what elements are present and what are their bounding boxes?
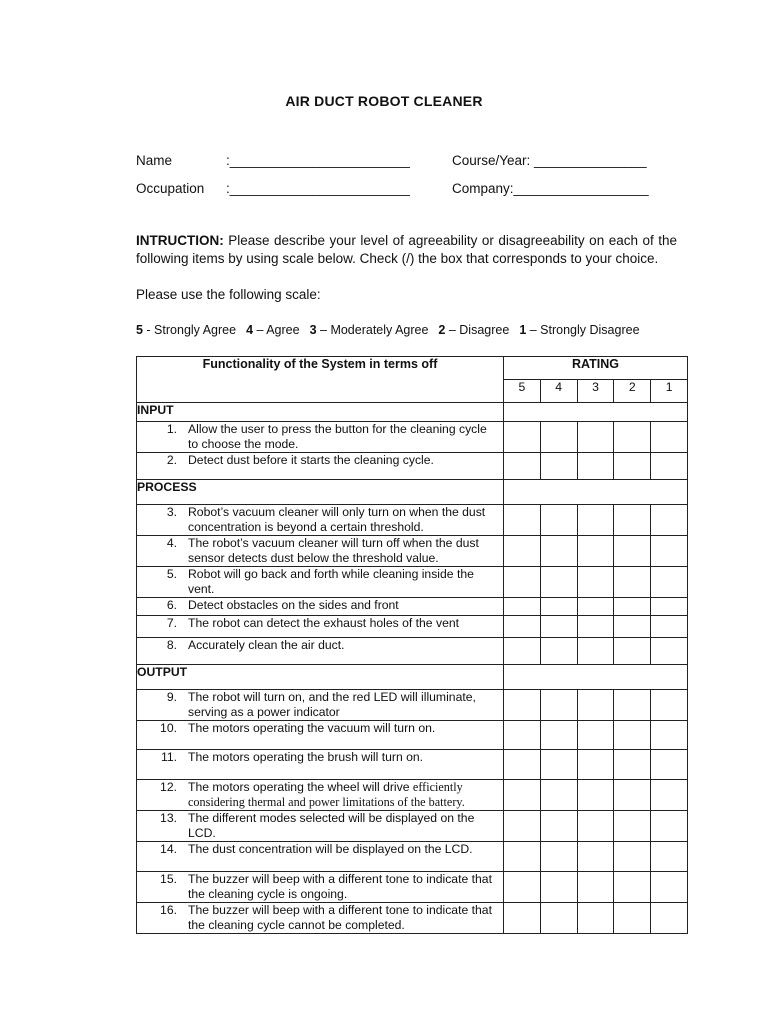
rating-checkbox-5[interactable] bbox=[504, 598, 541, 616]
scale-text: - Strongly Agree bbox=[142, 323, 237, 337]
table-row bbox=[137, 638, 688, 665]
rating-col-5: 5 bbox=[504, 380, 541, 403]
rating-checkbox-5[interactable] bbox=[504, 536, 541, 567]
item-number: 9. bbox=[166, 690, 177, 704]
rating-checkbox-1[interactable] bbox=[651, 453, 688, 480]
rating-checkbox-3[interactable] bbox=[577, 616, 614, 638]
item-number: 2. bbox=[166, 453, 177, 467]
rating-checkbox-3[interactable] bbox=[577, 721, 614, 750]
item-number: 15. bbox=[160, 872, 177, 886]
item-text: The different modes selected will be displayed on the LCD. bbox=[188, 811, 475, 840]
rating-checkbox-1[interactable] bbox=[651, 422, 688, 453]
rating-table bbox=[136, 356, 688, 934]
rating-checkbox-3[interactable] bbox=[577, 750, 614, 780]
table-row bbox=[137, 780, 688, 811]
rating-checkbox-4[interactable] bbox=[540, 536, 577, 567]
rating-checkbox-5[interactable] bbox=[504, 638, 541, 665]
item-text: Robot’s vacuum cleaner will only turn on when the dust concentration is beyond a certain threshold. bbox=[188, 505, 486, 534]
rating-checkbox-2[interactable] bbox=[614, 780, 651, 811]
rating-checkbox-1[interactable] bbox=[651, 567, 688, 598]
rating-checkbox-3[interactable] bbox=[577, 453, 614, 480]
scale-note: Please use the following scale: bbox=[136, 287, 321, 302]
rating-checkbox-2[interactable] bbox=[614, 505, 651, 536]
rating-checkbox-1[interactable] bbox=[651, 872, 688, 903]
item-number: 16. bbox=[160, 903, 177, 917]
rating-checkbox-1[interactable] bbox=[651, 780, 688, 811]
table-row bbox=[137, 505, 688, 536]
rating-checkbox-4[interactable] bbox=[540, 567, 577, 598]
rating-checkbox-5[interactable] bbox=[504, 505, 541, 536]
rating-checkbox-3[interactable] bbox=[577, 567, 614, 598]
rating-checkbox-1[interactable] bbox=[651, 903, 688, 934]
rating-checkbox-2[interactable] bbox=[614, 903, 651, 934]
rating-checkbox-4[interactable] bbox=[540, 721, 577, 750]
instruction-text: Please describe your level of agreeability or disagreeability on each of the following items by using scale below. Check (/) the box that corresponds to your choice. bbox=[136, 233, 677, 266]
occupation-label: Occupation bbox=[136, 181, 205, 196]
table-row bbox=[137, 690, 688, 721]
instruction-paragraph bbox=[136, 232, 677, 268]
rating-checkbox-2[interactable] bbox=[614, 811, 651, 842]
item-text: The motors operating the brush will turn on. bbox=[188, 750, 424, 764]
rating-checkbox-4[interactable] bbox=[540, 872, 577, 903]
rating-checkbox-4[interactable] bbox=[540, 422, 577, 453]
page-title: AIR DUCT ROBOT CLEANER bbox=[285, 93, 483, 109]
rating-checkbox-4[interactable] bbox=[540, 811, 577, 842]
item-description bbox=[137, 616, 504, 638]
rating-checkbox-1[interactable] bbox=[651, 598, 688, 616]
item-number: 13. bbox=[160, 811, 177, 825]
rating-checkbox-5[interactable] bbox=[504, 453, 541, 480]
rating-checkbox-5[interactable] bbox=[504, 721, 541, 750]
rating-checkbox-3[interactable] bbox=[577, 505, 614, 536]
section-label: INPUT bbox=[137, 403, 504, 422]
rating-checkbox-3[interactable] bbox=[577, 842, 614, 872]
rating-checkbox-4[interactable] bbox=[540, 780, 577, 811]
rating-checkbox-4[interactable] bbox=[540, 638, 577, 665]
item-text: The dust concentration will be displayed on the LCD. bbox=[188, 842, 473, 856]
item-description bbox=[137, 536, 504, 567]
item-description bbox=[137, 690, 504, 721]
rating-col-1: 1 bbox=[651, 380, 688, 403]
rating-checkbox-1[interactable] bbox=[651, 638, 688, 665]
item-number: 6. bbox=[166, 598, 177, 612]
rating-checkbox-4[interactable] bbox=[540, 616, 577, 638]
name-label: Name bbox=[136, 153, 173, 168]
rating-checkbox-1[interactable] bbox=[651, 505, 688, 536]
scale-text: – Moderately Agree bbox=[316, 323, 429, 337]
item-description bbox=[137, 903, 504, 934]
scale-text: – Strongly Disagree bbox=[526, 323, 640, 337]
scale-legend bbox=[136, 323, 650, 337]
section-rating-blank bbox=[504, 665, 688, 690]
scale-number: 5 bbox=[136, 323, 143, 337]
rating-checkbox-5[interactable] bbox=[504, 567, 541, 598]
rating-checkbox-4[interactable] bbox=[540, 903, 577, 934]
scale-item-5 bbox=[136, 323, 236, 337]
item-text: Accurately clean the air duct. bbox=[188, 638, 345, 652]
item-number: 4. bbox=[166, 536, 177, 550]
rating-col-3: 3 bbox=[577, 380, 614, 403]
item-text-serif: efficiently considering thermal and power limitations of the battery. bbox=[188, 780, 465, 809]
rating-checkbox-2[interactable] bbox=[614, 567, 651, 598]
table-row bbox=[137, 422, 688, 453]
item-number: 11. bbox=[160, 750, 177, 764]
rating-checkbox-1[interactable] bbox=[651, 721, 688, 750]
item-text: The motors operating the wheel will drive efficiently considering thermal and power limitations of the battery. bbox=[188, 780, 465, 809]
rating-checkbox-5[interactable] bbox=[504, 842, 541, 872]
rating-checkbox-2[interactable] bbox=[614, 750, 651, 780]
rating-checkbox-3[interactable] bbox=[577, 872, 614, 903]
item-text: The robot will turn on, and the red LED will illuminate, serving as a power indicator bbox=[188, 690, 476, 719]
item-description bbox=[137, 567, 504, 598]
rating-checkbox-5[interactable] bbox=[504, 903, 541, 934]
rating-checkbox-2[interactable] bbox=[614, 453, 651, 480]
scale-item-3 bbox=[310, 323, 429, 337]
rating-checkbox-1[interactable] bbox=[651, 690, 688, 721]
rating-checkbox-3[interactable] bbox=[577, 536, 614, 567]
functionality-header: Functionality of the System in terms off bbox=[137, 357, 504, 403]
rating-checkbox-4[interactable] bbox=[540, 453, 577, 480]
table-row bbox=[137, 453, 688, 480]
section-rating-blank bbox=[504, 403, 688, 422]
rating-checkbox-2[interactable] bbox=[614, 872, 651, 903]
rating-checkbox-2[interactable] bbox=[614, 598, 651, 616]
scale-text: – Disagree bbox=[445, 323, 510, 337]
table-row bbox=[137, 842, 688, 872]
section-row-process bbox=[137, 480, 688, 505]
item-text: The robot can detect the exhaust holes of the vent bbox=[188, 616, 460, 630]
table-row bbox=[137, 811, 688, 842]
scale-item-2 bbox=[438, 323, 509, 337]
rating-checkbox-5[interactable] bbox=[504, 811, 541, 842]
rating-checkbox-2[interactable] bbox=[614, 616, 651, 638]
scale-item-1 bbox=[519, 323, 639, 337]
item-text: Allow the user to press the button for the cleaning cycle to choose the mode. bbox=[188, 422, 487, 451]
rating-checkbox-5[interactable] bbox=[504, 616, 541, 638]
item-number: 14. bbox=[160, 842, 177, 856]
table-row bbox=[137, 536, 688, 567]
rating-checkbox-1[interactable] bbox=[651, 750, 688, 780]
course-year-field[interactable]: Course/Year: _______________ bbox=[452, 153, 647, 168]
rating-checkbox-2[interactable] bbox=[614, 721, 651, 750]
rating-checkbox-1[interactable] bbox=[651, 616, 688, 638]
scale-text: – Agree bbox=[253, 323, 300, 337]
item-text: The motors operating the vacuum will turn on. bbox=[188, 721, 436, 735]
rating-checkbox-5[interactable] bbox=[504, 750, 541, 780]
item-text: Robot will go back and forth while cleaning inside the vent. bbox=[188, 567, 474, 596]
rating-col-2: 2 bbox=[614, 380, 651, 403]
scale-number: 1 bbox=[519, 323, 527, 337]
item-description bbox=[137, 842, 504, 872]
item-description bbox=[137, 638, 504, 665]
rating-checkbox-4[interactable] bbox=[540, 750, 577, 780]
section-row-input bbox=[137, 403, 688, 422]
rating-checkbox-1[interactable] bbox=[651, 536, 688, 567]
rating-checkbox-3[interactable] bbox=[577, 690, 614, 721]
rating-checkbox-1[interactable] bbox=[651, 811, 688, 842]
item-number: 3. bbox=[166, 505, 177, 519]
item-number: 5. bbox=[166, 567, 177, 581]
table-row bbox=[137, 903, 688, 934]
item-number: 1. bbox=[166, 422, 177, 436]
item-number: 7. bbox=[166, 616, 177, 630]
item-text: The buzzer will beep with a different tone to indicate that the cleaning cycle cannot be completed. bbox=[188, 903, 492, 932]
item-number: 10. bbox=[160, 721, 177, 735]
table-row bbox=[137, 598, 688, 616]
item-description bbox=[137, 811, 504, 842]
section-label: PROCESS bbox=[137, 480, 504, 505]
rating-checkbox-5[interactable] bbox=[504, 422, 541, 453]
scale-item-4 bbox=[246, 323, 300, 337]
rating-checkbox-3[interactable] bbox=[577, 422, 614, 453]
item-description bbox=[137, 721, 504, 750]
section-label: OUTPUT bbox=[137, 665, 504, 690]
item-text: Detect obstacles on the sides and front bbox=[188, 598, 399, 612]
item-description bbox=[137, 453, 504, 480]
rating-checkbox-2[interactable] bbox=[614, 638, 651, 665]
item-description bbox=[137, 598, 504, 616]
rating-checkbox-4[interactable] bbox=[540, 505, 577, 536]
item-text: The robot’s vacuum cleaner will turn off when the dust sensor detects dust below the threshold value. bbox=[188, 536, 479, 565]
rating-checkbox-3[interactable] bbox=[577, 811, 614, 842]
table-row bbox=[137, 616, 688, 638]
rating-header: RATING bbox=[504, 357, 688, 380]
rating-checkbox-2[interactable] bbox=[614, 842, 651, 872]
occupation-field[interactable]: :________________________ bbox=[226, 181, 410, 196]
item-text: Detect dust before it starts the cleaning cycle. bbox=[188, 453, 434, 467]
table-row bbox=[137, 750, 688, 780]
table-row bbox=[137, 872, 688, 903]
item-number: 8. bbox=[166, 638, 177, 652]
rating-checkbox-2[interactable] bbox=[614, 422, 651, 453]
name-field[interactable]: :________________________ bbox=[226, 153, 410, 168]
rating-checkbox-5[interactable] bbox=[504, 872, 541, 903]
item-description bbox=[137, 780, 504, 811]
table-row bbox=[137, 721, 688, 750]
item-description bbox=[137, 505, 504, 536]
scale-number: 2 bbox=[438, 323, 446, 337]
rating-checkbox-3[interactable] bbox=[577, 903, 614, 934]
rating-checkbox-3[interactable] bbox=[577, 598, 614, 616]
rating-checkbox-3[interactable] bbox=[577, 638, 614, 665]
scale-number: 3 bbox=[309, 323, 317, 337]
rating-checkbox-5[interactable] bbox=[504, 780, 541, 811]
rating-checkbox-5[interactable] bbox=[504, 690, 541, 721]
item-description bbox=[137, 422, 504, 453]
rating-checkbox-2[interactable] bbox=[614, 690, 651, 721]
item-description bbox=[137, 750, 504, 780]
rating-col-4: 4 bbox=[540, 380, 577, 403]
rating-checkbox-2[interactable] bbox=[614, 536, 651, 567]
company-field[interactable]: Company:__________________ bbox=[452, 181, 649, 196]
item-text: The buzzer will beep with a different tone to indicate that the cleaning cycle is ongoing. bbox=[188, 872, 492, 901]
instruction-label: INTRUCTION: bbox=[136, 233, 224, 248]
table-row bbox=[137, 567, 688, 598]
item-number: 12. bbox=[160, 780, 177, 794]
section-row-output bbox=[137, 665, 688, 690]
item-description bbox=[137, 872, 504, 903]
rating-checkbox-4[interactable] bbox=[540, 690, 577, 721]
rating-checkbox-1[interactable] bbox=[651, 842, 688, 872]
rating-checkbox-4[interactable] bbox=[540, 842, 577, 872]
rating-checkbox-4[interactable] bbox=[540, 598, 577, 616]
rating-checkbox-3[interactable] bbox=[577, 780, 614, 811]
scale-number: 4 bbox=[246, 323, 254, 337]
section-rating-blank bbox=[504, 480, 688, 505]
